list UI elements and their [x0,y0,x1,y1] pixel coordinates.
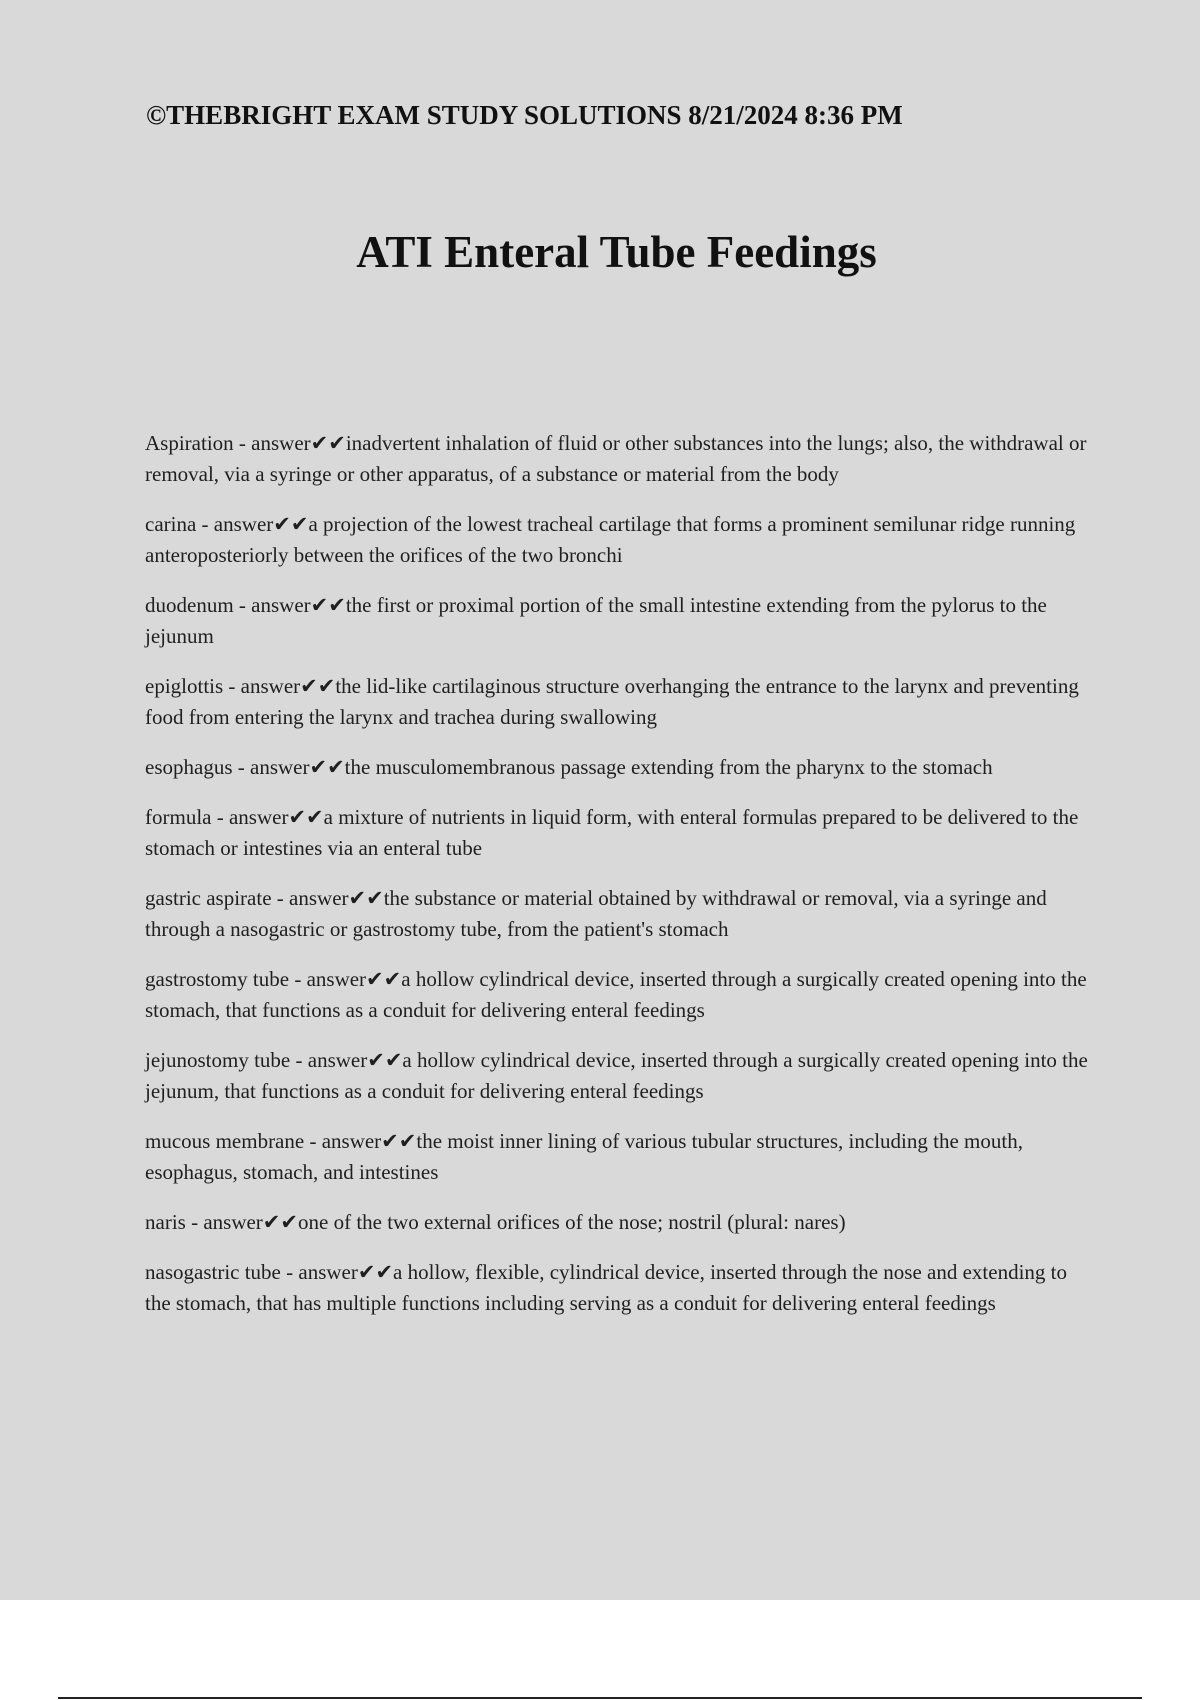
glossary-entry: gastric aspirate - answer✔✔the substance or material obtained by withdrawal or removal, via a syringe and through a nasogastric or gastrostomy tube, from the patient's stomach [145,886,1047,941]
entry-term: Aspiration [145,431,234,455]
glossary-list [145,428,1095,1338]
glossary-entry: gastrostomy tube - answer✔✔a hollow cylindrical device, inserted through a surgically created opening into the stomach, that functions as a conduit for delivering enteral feedings [145,967,1087,1022]
glossary-entry: Aspiration - answer✔✔inadvertent inhalation of fluid or other substances into the lungs; also, the withdrawal or removal, via a syringe or other apparatus, of a substance or material from the body [145,431,1087,486]
glossary-entry: naris - answer✔✔one of the two external orifices of the nose; nostril (plural: nares) [145,1210,846,1234]
answer-marker: answer✔✔ [306,967,402,991]
glossary-entry: duodenum - answer✔✔the first or proximal portion of the small intestine extending from the pylorus to the jejunum [145,593,1047,648]
glossary-entry: esophagus - answer✔✔the musculomembranous passage extending from the pharynx to the stomach [145,755,993,779]
entry-term: gastric aspirate [145,886,272,910]
header-text: THEBRIGHT EXAM STUDY SOLUTIONS 8/21/2024 8:36 PM [166,100,903,130]
entry-definition: the moist inner lining of various tubular structures, including the mouth, esophagus, stomach, and intestines [145,1129,1023,1184]
entry-term: epiglottis [145,674,224,698]
glossary-entry: mucous membrane - answer✔✔the moist inner lining of various tubular structures, including the mouth, esophagus, stomach, and intestines [145,1129,1023,1184]
entry-definition: a projection of the lowest tracheal cartilage that forms a prominent semilunar ridge running anteroposteriorly between the orifices of the two bronchi [145,512,1076,567]
entry-term: naris [145,1210,186,1234]
answer-marker: answer✔✔ [203,1210,298,1234]
entry-term: carina [145,512,197,536]
page-header [146,100,903,131]
answer-marker: answer✔✔ [250,755,345,779]
entry-definition: the substance or material obtained by withdrawal or removal, via a syringe and through a nasogastric or gastrostomy tube, from the patient's stomach [145,886,1047,941]
answer-marker: answer✔✔ [213,512,309,536]
entry-definition: the lid-like cartilaginous structure overhanging the entrance to the larynx and preventing food from entering the larynx and trachea during swallowing [145,674,1079,729]
entry-term: gastrostomy tube [145,967,290,991]
entry-definition: the first or proximal portion of the small intestine extending from the pylorus to the jejunum [145,593,1047,648]
entry-definition: a hollow, flexible, cylindrical device, inserted through the nose and extending to the stomach, that has multiple functions including serving as a conduit for delivering enteral feedings [145,1260,1067,1315]
entry-definition: inadvertent inhalation of fluid or other substances into the lungs; also, the withdrawal or removal, via a syringe or other apparatus, of a substance or material from the body [145,431,1087,486]
entry-term: esophagus [145,755,233,779]
glossary-entry: epiglottis - answer✔✔the lid-like cartilaginous structure overhanging the entrance to the larynx and preventing food from entering the larynx and trachea during swallowing [145,674,1079,729]
answer-marker: answer✔✔ [240,674,336,698]
entry-definition: the musculomembranous passage extending from the pharynx to the stomach [344,755,993,779]
page-title: ATI Enteral Tube Feedings [356,227,877,277]
glossary-entry: carina - answer✔✔a projection of the lowest tracheal cartilage that forms a prominent semilunar ridge running anteroposteriorly between the orifices of the two bronchi [145,512,1076,567]
entry-term: mucous membrane [145,1129,305,1153]
answer-marker: answer✔✔ [251,593,346,617]
answer-marker: answer✔✔ [251,431,346,455]
answer-marker: answer✔✔ [298,1260,394,1284]
copyright-icon: © [146,100,167,130]
answer-marker: answer✔✔ [228,805,324,829]
entry-definition: one of the two external orifices of the nose; nostril (plural: nares) [298,1210,846,1234]
answer-marker: answer✔✔ [321,1129,417,1153]
entry-definition: a hollow cylindrical device, inserted through a surgically created opening into the jejunum, that functions as a conduit for delivering enteral feedings [145,1048,1088,1103]
entry-definition: a mixture of nutrients in liquid form, with enteral formulas prepared to be delivered to the stomach or intestines via an enteral tube [145,805,1079,860]
entry-term: jejunostomy tube [145,1048,291,1072]
answer-marker: answer✔✔ [307,1048,403,1072]
glossary-entry: jejunostomy tube - answer✔✔a hollow cylindrical device, inserted through a surgically created opening into the jejunum, that functions as a conduit for delivering enteral feedings [145,1048,1088,1103]
glossary-entry: formula - answer✔✔a mixture of nutrients in liquid form, with enteral formulas prepared to be delivered to the stomach or intestines via an enteral tube [145,805,1079,860]
entry-definition: a hollow cylindrical device, inserted through a surgically created opening into the stomach, that functions as a conduit for delivering enteral feedings [145,967,1087,1022]
answer-marker: answer✔✔ [289,886,384,910]
entry-term: formula [145,805,212,829]
footer-divider [58,1697,1142,1699]
entry-term: duodenum [145,593,234,617]
glossary-entry: nasogastric tube - answer✔✔a hollow, flexible, cylindrical device, inserted through the nose and extending to the stomach, that has multiple functions including serving as a conduit for delivering enteral feedings [145,1260,1067,1315]
entry-term: nasogastric tube [145,1260,281,1284]
